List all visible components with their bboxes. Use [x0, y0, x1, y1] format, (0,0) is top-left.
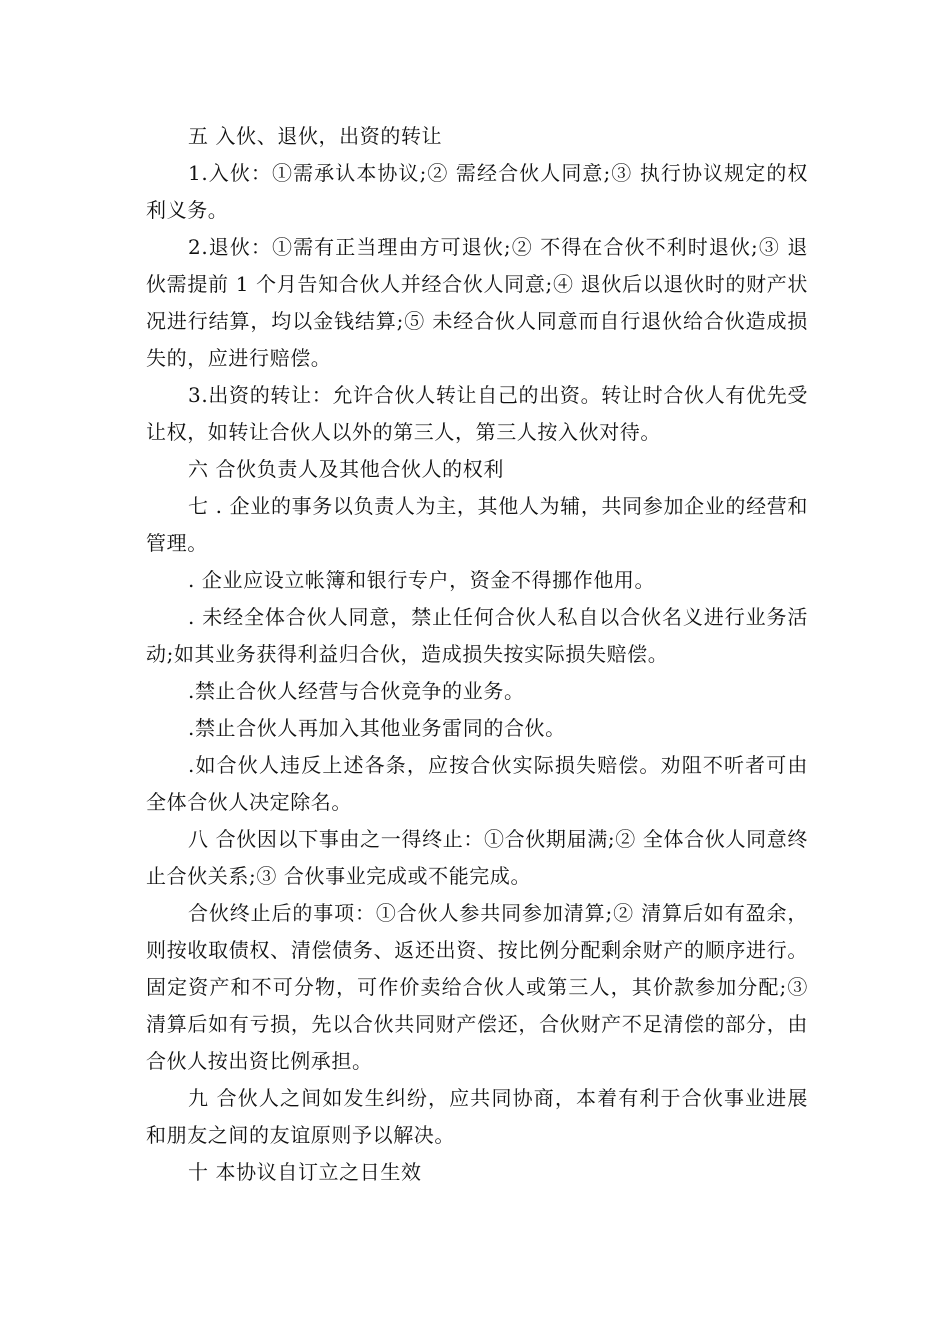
clause-withdraw: 2.退伙：①需有正当理由方可退伙;② 不得在合伙不利时退伙;③ 退伙需提前 1 个月告知合伙人并经合伙人同意;④ 退伙后以退伙时的财产状况进行结算，均以金钱结算;⑤ 未经合伙人同意而自行退伙给合伙造成损失的，应进行赔偿。 [146, 235, 808, 370]
document-page [146, 118, 808, 1191]
section-6-heading: 六 合伙负责人及其他合伙人的权利 [188, 457, 504, 481]
clause-no-competition: .禁止合伙人经营与合伙竞争的业务。 [188, 679, 525, 703]
clause-no-similar-partnership: .禁止合伙人再加入其他业务雷同的合伙。 [188, 716, 566, 740]
section-9-paragraph: 九 合伙人之间如发生纠纷，应共同协商，本着有利于合伙事业进展和朋友之间的友谊原则予以解决。 [146, 1086, 808, 1147]
clause-unauthorized-business: . 未经全体合伙人同意，禁止任何合伙人私自以合伙名义进行业务活动;如其业务获得利益归合伙，造成损失按实际损失赔偿。 [146, 605, 808, 666]
clause-transfer: 3.出资的转让：允许合伙人转让自己的出资。转让时合伙人有优先受让权，如转让合伙人以外的第三人，第三人按入伙对待。 [146, 383, 808, 444]
section-5-heading: 五 入伙、退伙，出资的转让 [188, 124, 443, 148]
clause-join: 1.入伙：①需承认本协议;② 需经合伙人同意;③ 执行协议规定的权利义务。 [146, 161, 808, 222]
section-7-paragraph: 七 . 企业的事务以负责人为主，其他人为辅，共同参加企业的经营和管理。 [146, 494, 808, 555]
section-10-paragraph: 十 本协议自订立之日生效 [188, 1160, 422, 1184]
clause-accounts: . 企业应设立帐簿和银行专户，资金不得挪作他用。 [188, 568, 656, 592]
clause-violation: .如合伙人违反上述各条，应按合伙实际损失赔偿。劝阻不听者可由全体合伙人决定除名。 [146, 753, 808, 814]
section-8-paragraph: 八 合伙因以下事由之一得终止：①合伙期届满;② 全体合伙人同意终止合伙关系;③ 合伙事业完成或不能完成。 [146, 827, 808, 888]
clause-termination-matters: 合伙终止后的事项：①合伙人参共同参加清算;② 清算后如有盈余，则按收取债权、清偿债务、返还出资、按比例分配剩余财产的顺序进行。固定资产和不可分物，可作价卖给合伙人或第三人，其价款参加分配;③ 清算后如有亏损，先以合伙共同财产偿还，合伙财产不足清偿的部分，由合伙人按出资比例承担。 [146, 901, 808, 1073]
